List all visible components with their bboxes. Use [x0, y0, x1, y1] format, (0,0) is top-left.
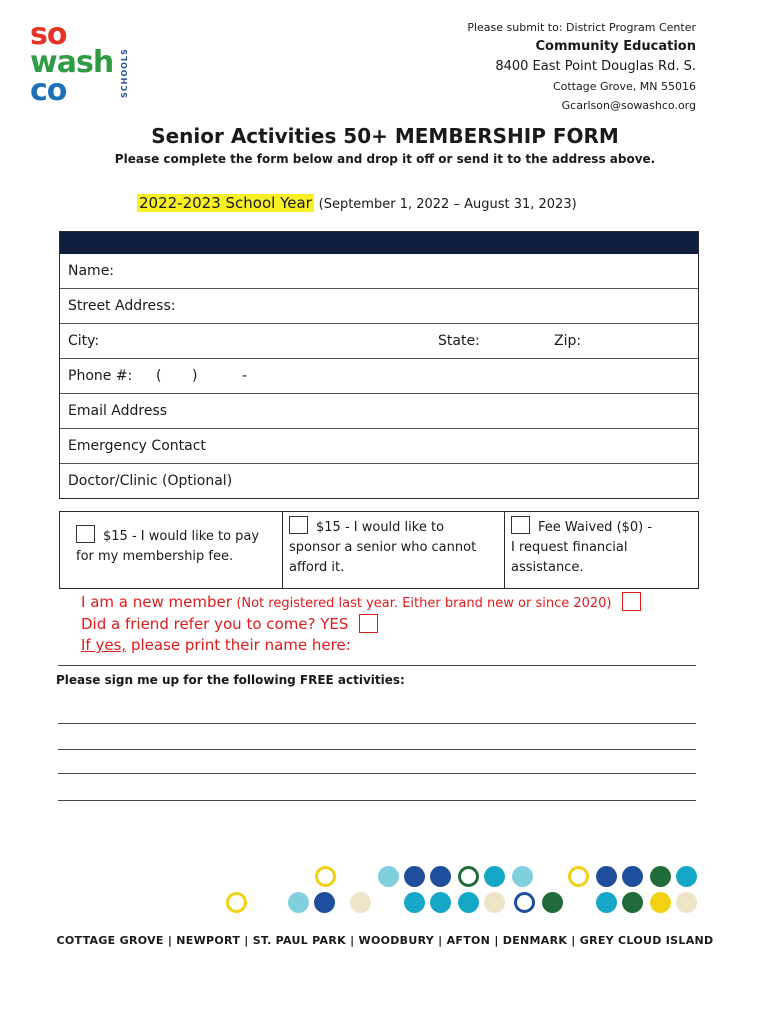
doctor-row[interactable]	[60, 463, 698, 498]
city-label: City:	[68, 333, 100, 349]
waived-checkbox[interactable]	[511, 516, 530, 534]
decorative-dot	[650, 866, 671, 887]
school-year-highlight: 2022-2023 School Year	[139, 194, 312, 212]
member-info-table	[59, 231, 699, 499]
decorative-dot	[430, 866, 451, 887]
logo-text-wash: wash	[30, 45, 114, 80]
if-yes-label: If yes,	[81, 636, 127, 654]
fee-pay-line1: $15 - I would like to pay	[103, 529, 260, 544]
activity-line[interactable]	[58, 723, 696, 724]
logo-text-so: so	[30, 17, 67, 52]
fee-option-pay[interactable]	[60, 512, 282, 588]
sponsor-checkbox[interactable]	[289, 516, 308, 534]
decorative-dot	[458, 866, 479, 887]
fee-options	[59, 511, 699, 589]
referral-line	[81, 614, 378, 633]
decorative-dot	[512, 866, 533, 887]
table-header-bar	[60, 232, 698, 254]
submit-to-line: Please submit to: District Program Center	[467, 21, 696, 34]
decorative-dot	[514, 892, 535, 913]
decorative-dot	[378, 866, 399, 887]
state-label: State:	[438, 333, 480, 349]
fee-sponsor-line3: afford it.	[289, 560, 345, 575]
fee-sponsor-line2: sponsor a senior who cannot	[289, 540, 477, 555]
emergency-label: Emergency Contact	[68, 438, 206, 454]
fee-waived-line2: I request financial	[511, 540, 628, 555]
referrer-name-line[interactable]	[58, 665, 696, 666]
fee-option-waived[interactable]	[504, 512, 696, 588]
street-row[interactable]	[60, 288, 698, 323]
decorative-dot	[226, 892, 247, 913]
decorative-dot	[622, 892, 643, 913]
signup-heading: Please sign me up for the following FREE activities:	[56, 673, 405, 687]
activity-line[interactable]	[58, 800, 696, 801]
logo-text-co: co	[30, 73, 67, 108]
decorative-dot	[404, 866, 425, 887]
decorative-dot	[622, 866, 643, 887]
decorative-dot	[676, 892, 697, 913]
school-year	[137, 194, 577, 212]
activity-line[interactable]	[58, 749, 696, 750]
pay-checkbox[interactable]	[76, 525, 95, 543]
fee-waived-line3: assistance.	[511, 560, 584, 575]
name-row[interactable]	[60, 254, 698, 288]
decorative-dot	[314, 892, 335, 913]
decorative-dot	[315, 866, 336, 887]
activity-line[interactable]	[58, 773, 696, 774]
contact-email[interactable]: Gcarlson@sowashco.org	[561, 99, 696, 112]
phone-row[interactable]	[60, 358, 698, 393]
street-label: Street Address:	[68, 298, 176, 314]
phone-area-close: )	[192, 368, 198, 384]
decorative-dot	[350, 892, 371, 913]
fee-sponsor-line1: $15 - I would like to	[316, 520, 445, 535]
decorative-dot	[484, 892, 505, 913]
school-year-range: (September 1, 2022 – August 31, 2023)	[318, 197, 577, 212]
decorative-dot	[676, 866, 697, 887]
phone-label: Phone #:	[68, 368, 133, 384]
fee-option-sponsor[interactable]	[282, 512, 504, 588]
phone-area-open: (	[156, 368, 162, 384]
city-row[interactable]	[60, 323, 698, 358]
decorative-dot	[596, 866, 617, 887]
decorative-dot	[542, 892, 563, 913]
email-row[interactable]	[60, 393, 698, 428]
doctor-label: Doctor/Clinic (Optional)	[68, 473, 233, 489]
logo-schools-text: SCHOOLS	[120, 48, 129, 98]
form-subtitle: Please complete the form below and drop it off or send it to the address above.	[114, 152, 656, 166]
emergency-row[interactable]	[60, 428, 698, 463]
decorative-dot	[458, 892, 479, 913]
new-member-label: I am a new member	[81, 593, 232, 611]
zip-label: Zip:	[554, 333, 582, 349]
street-line: 8400 East Point Douglas Rd. S.	[495, 59, 696, 74]
name-label: Name:	[68, 263, 115, 279]
decorative-dot	[430, 892, 451, 913]
decorative-dot	[288, 892, 309, 913]
decorative-dot	[484, 866, 505, 887]
decorative-dot	[568, 866, 589, 887]
sowashco-logo	[30, 18, 140, 108]
new-member-note: (Not registered last year. Either brand new or since 2020)	[236, 596, 612, 611]
referrer-line	[81, 636, 351, 654]
decorative-dot	[404, 892, 425, 913]
referrer-prompt: please print their name here:	[130, 636, 351, 654]
footer-cities: COTTAGE GROVE | NEWPORT | ST. PAUL PARK | WOODBURY | AFTON | DENMARK | GREY CLOUD ISLAND	[56, 934, 714, 947]
fee-waived-line1: Fee Waived ($0) -	[538, 520, 653, 535]
org-name: Community Education	[535, 39, 696, 54]
referral-label: Did a friend refer you to come? YES	[81, 615, 349, 633]
new-member-line	[81, 592, 641, 611]
decorative-dot	[596, 892, 617, 913]
form-title: Senior Activities 50+ MEMBERSHIP FORM	[151, 124, 619, 148]
referral-yes-checkbox[interactable]	[359, 614, 378, 633]
new-member-checkbox[interactable]	[622, 592, 641, 611]
fee-pay-line2: for my membership fee.	[76, 549, 234, 564]
email-label: Email Address	[68, 403, 168, 419]
phone-dash: -	[242, 368, 248, 384]
city-line: Cottage Grove, MN 55016	[552, 80, 696, 93]
decorative-dot	[650, 892, 671, 913]
submission-address	[467, 18, 696, 115]
